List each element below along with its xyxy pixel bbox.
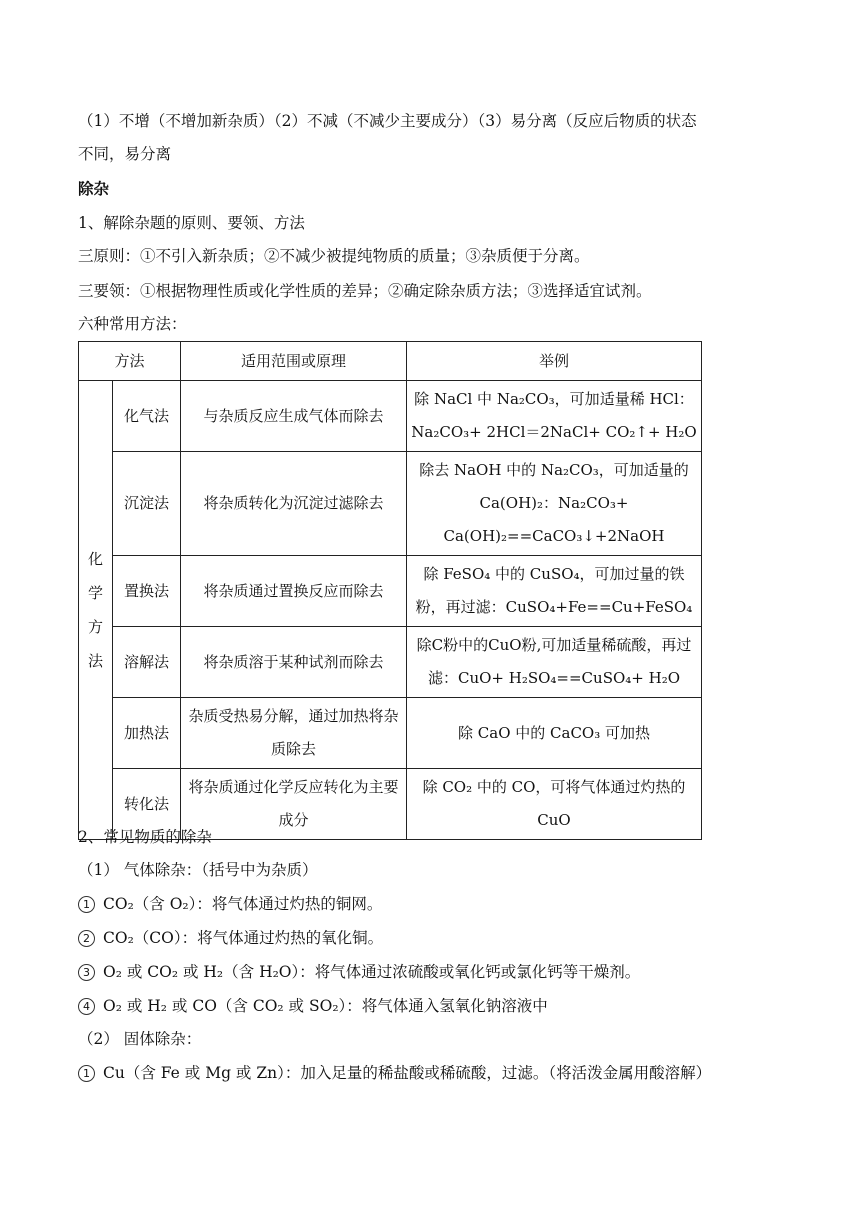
group-label-char: 化 [87,550,103,568]
header-principle: 适用范围或原理 [181,342,407,381]
group-label-char: 法 [87,652,103,670]
intro-line-1: （1）不增（不增加新杂质）（2）不减（不减少主要成分）（3）易分离（反应后物质的状态 [78,112,697,130]
item-text: CO₂（CO）：将气体通过灼热的氧化铜。 [103,929,384,947]
item-text: O₂ 或 H₂ 或 CO（含 CO₂ 或 SO₂）：将气体通入氢氧化钠溶液中 [103,997,548,1015]
list-item [78,961,640,983]
list-item [78,1062,711,1084]
item-number: 4 [78,998,95,1015]
item-number: 2 [78,930,95,947]
method-principle: 将杂质转化为沉淀过滤除去 [181,452,407,556]
item-text: CO₂（含 O₂）：将气体通过灼热的铜网。 [103,895,383,913]
header-method: 方法 [79,342,181,381]
table-header-row [79,342,702,381]
essentials-text: 三要领：①根据物理性质或化学性质的差异；②确定除杂质方法；③选择适宜试剂。 [78,282,652,300]
group-label-cell [79,381,113,840]
table-row [79,556,702,627]
item-number: 1 [78,896,95,913]
group-label-char: 方 [87,618,103,636]
part1-heading: 1、解除杂题的原则、要领、方法 [78,214,305,232]
method-name: 转化法 [113,769,181,840]
table-row [79,698,702,769]
item-number: 3 [78,964,95,981]
methods-label: 六种常用方法： [78,315,187,333]
solid-heading: （2） 固体除杂： [78,1030,202,1048]
method-principle: 将杂质通过置换反应而除去 [181,556,407,627]
method-example: 除 FeSO₄ 中的 CuSO₄，可加过量的铁粉，再过滤：CuSO₄+Fe==Cu+FeSO₄ [407,556,702,627]
method-name: 沉淀法 [113,452,181,556]
list-item [78,893,382,915]
part2-heading: 2、常见物质的除杂 [78,828,212,846]
method-name: 化气法 [113,381,181,452]
section-title: 除杂 [78,180,110,198]
item-text: Cu（含 Fe 或 Mg 或 Zn）：加入足量的稀盐酸或稀硫酸，过滤。（将活泼金属用酸溶解） [103,1064,712,1082]
item-text: O₂ 或 CO₂ 或 H₂（含 H₂O）：将气体通过浓硫酸或氧化钙或氯化钙等干燥剂。 [103,963,641,981]
intro-line-2: 不同，易分离 [78,145,172,163]
method-example: 除C粉中的CuO粉,可加适量稀硫酸，再过滤：CuO+ H₂SO₄==CuSO₄+ H₂O [407,627,702,698]
table-row [79,381,702,452]
gas-heading: （1） 气体除杂：（括号中为杂质） [78,861,318,879]
method-name: 溶解法 [113,627,181,698]
table-row [79,452,702,556]
principles-text: 三原则：①不引入新杂质；②不减少被提纯物质的质量；③杂质便于分离。 [78,247,590,265]
group-label [83,542,108,678]
method-example: 除 NaCl 中 Na₂CO₃，可加适量稀 HCl：Na₂CO₃+ 2HCl＝2NaCl+ CO₂↑+ H₂O [407,381,702,452]
header-example: 举例 [407,342,702,381]
method-principle: 将杂质通过化学反应转化为主要成分 [181,769,407,840]
methods-table [78,341,702,840]
list-item [78,995,548,1017]
method-example: 除去 NaOH 中的 Na₂CO₃，可加适量的 Ca(OH)₂：Na₂CO₃+ Ca(OH)₂==CaCO₃↓+2NaOH [407,452,702,556]
method-name: 加热法 [113,698,181,769]
method-principle: 将杂质溶于某种试剂而除去 [181,627,407,698]
item-number: 1 [78,1065,95,1082]
method-name: 置换法 [113,556,181,627]
method-principle: 杂质受热易分解，通过加热将杂质除去 [181,698,407,769]
table-row [79,627,702,698]
group-label-char: 学 [87,584,103,602]
method-example: 除 CO₂ 中的 CO，可将气体通过灼热的 CuO [407,769,702,840]
method-principle: 与杂质反应生成气体而除去 [181,381,407,452]
list-item [78,927,383,949]
method-example: 除 CaO 中的 CaCO₃ 可加热 [407,698,702,769]
